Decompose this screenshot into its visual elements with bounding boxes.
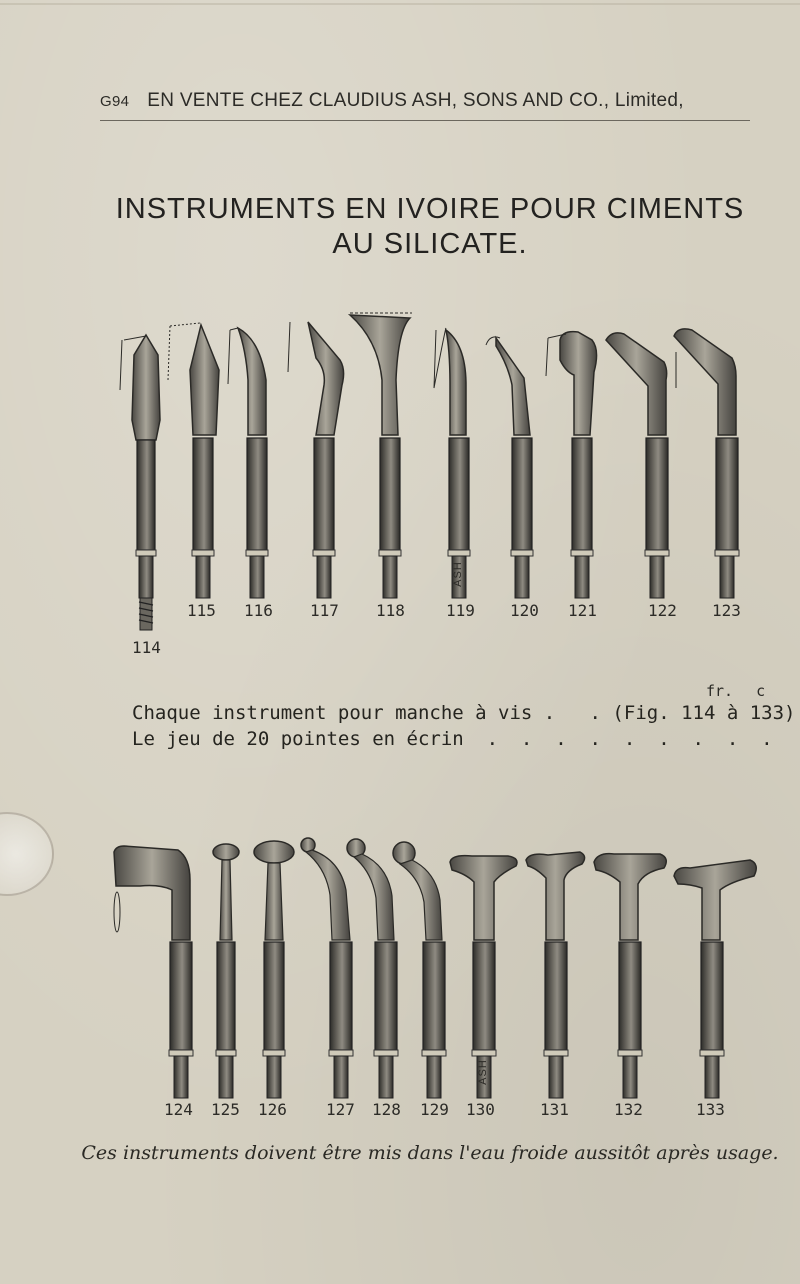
- price-column-headers: fr. c: [706, 682, 766, 700]
- instrument-133: [674, 860, 756, 1098]
- figure-number-114: 114: [132, 638, 161, 657]
- instrument-119: [434, 328, 470, 598]
- instrument-120: [486, 337, 533, 598]
- instrument-125: [213, 844, 239, 1098]
- instrument-122: [606, 333, 669, 598]
- figure-number-118: 118: [376, 601, 405, 620]
- figure-number-126: 126: [258, 1100, 287, 1119]
- instrument-118: [350, 313, 412, 598]
- figure-number-130: 130: [466, 1100, 495, 1119]
- figure-number-129: 129: [420, 1100, 449, 1119]
- figure-number-132: 132: [614, 1100, 643, 1119]
- ash-stamp-top: ASH: [451, 561, 464, 587]
- price-line-set-of-20: Le jeu de 20 pointes en écrin . . . . . . . . .: [132, 728, 773, 750]
- figure-number-131: 131: [540, 1100, 569, 1119]
- header-text: EN VENTE CHEZ CLAUDIUS ASH, SONS AND CO., Limited,: [147, 90, 684, 111]
- instrument-123: [674, 329, 739, 598]
- figure-number-120: 120: [510, 601, 539, 620]
- figure-number-117: 117: [310, 601, 339, 620]
- page-title-line-2: AU SILICATE.: [332, 228, 528, 260]
- figure-number-128: 128: [372, 1100, 401, 1119]
- figure-number-123: 123: [712, 601, 741, 620]
- figure-number-125: 125: [211, 1100, 240, 1119]
- instrument-128: [347, 839, 398, 1098]
- instrument-121: [546, 332, 597, 598]
- price-line-each-instrument: Chaque instrument pour manche à vis . . (Fig. 114 à 133): [132, 702, 796, 724]
- instrument-117: [288, 322, 344, 598]
- instrument-132: [594, 854, 666, 1098]
- figure-number-122: 122: [648, 601, 677, 620]
- instrument-114: [120, 335, 160, 630]
- figure-number-119: 119: [446, 601, 475, 620]
- figure-number-124: 124: [164, 1100, 193, 1119]
- instrument-129: [393, 842, 446, 1098]
- instrument-124: [114, 846, 193, 1098]
- usage-caption: Ces instruments doivent être mis dans l'eau froide aussitôt après usage.: [81, 1142, 779, 1164]
- figure-number-127: 127: [326, 1100, 355, 1119]
- instrument-127: [301, 838, 353, 1098]
- ash-stamp-bottom: ASH: [476, 1059, 489, 1085]
- figure-number-133: 133: [696, 1100, 725, 1119]
- instrument-126: [254, 841, 294, 1098]
- figure-number-115: 115: [187, 601, 216, 620]
- page-title-line-1: INSTRUMENTS EN IVOIRE POUR CIMENTS: [115, 193, 745, 225]
- figure-number-116: 116: [244, 601, 273, 620]
- page-number: G94: [100, 93, 130, 110]
- instrument-116: [228, 328, 268, 598]
- instrument-131: [526, 852, 585, 1098]
- instrument-115: [168, 323, 219, 598]
- figure-number-121: 121: [568, 601, 597, 620]
